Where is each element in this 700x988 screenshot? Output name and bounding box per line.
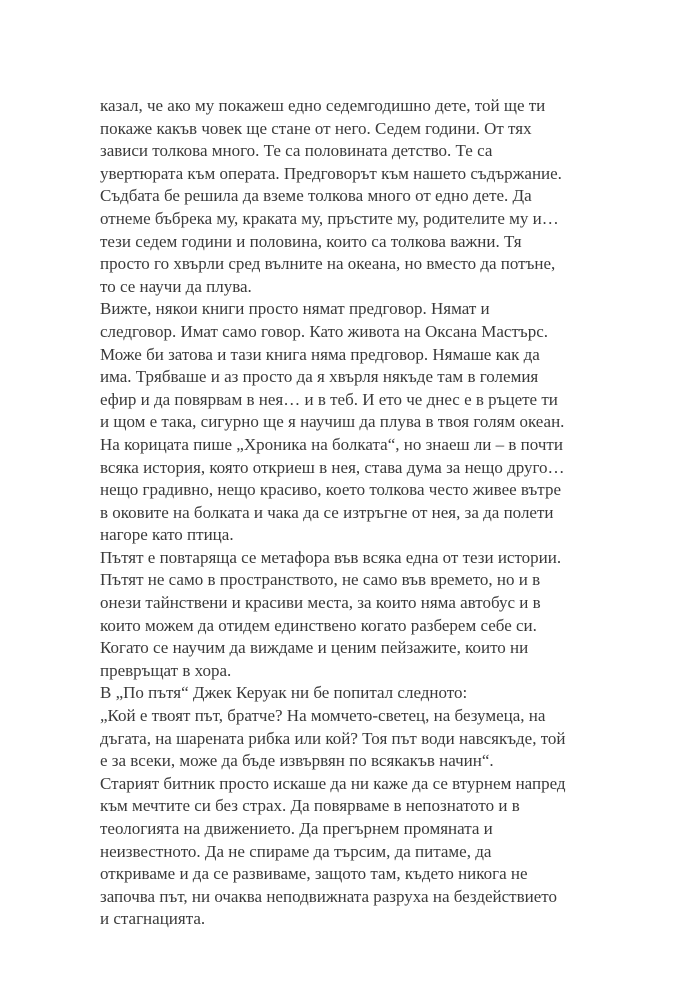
- text-line: ефир и да повярвам в нея… и в теб. И ето че днес е в ръцете ти: [100, 389, 558, 409]
- text-line: нагоре като птица.: [100, 525, 234, 545]
- text-line: казал, че ако му покажеш едно седемгодишно дете, той ще ти: [100, 96, 546, 115]
- text-line: В „По пътя“ Джек Керуак ни бе попитал следното:: [100, 683, 468, 703]
- text-line: към мечтите си без страх. Да повярваме в непознатото и в: [100, 796, 520, 816]
- text-line: Вижте, някои книги просто нямат предговор. Нямат и: [100, 299, 490, 319]
- text-line: и щом е така, сигурно ще я научиш да плува в твоя голям океан.: [100, 412, 565, 432]
- text-line: то се научи да плува.: [100, 276, 252, 296]
- text-line: следговор. Имат само говор. Като живота на Оксана Мастърс.: [100, 321, 548, 341]
- text-line: които можем да отидем единствено когато разберем себе си.: [100, 615, 537, 635]
- text-line: Когато се научим да виждаме и ценим пейзажите, които ни: [100, 638, 529, 658]
- text-line: онези тайнствени и красиви места, за които няма автобус и в: [100, 593, 541, 613]
- text-line: Старият битник просто искаше да ни каже да се втурнем напред: [100, 773, 566, 793]
- text-line: тези седем години и половина, които са толкова важни. Тя: [100, 231, 522, 251]
- body-text: [100, 95, 622, 931]
- text-line: превръщат в хора.: [100, 660, 232, 680]
- text-line: Пътят е повтаряща се метафора във всяка една от тези истории.: [100, 547, 562, 567]
- text-line: увертюрата към операта. Предговорът към нашето съдържание.: [100, 163, 562, 183]
- text-line: откриваме и да се развиваме, защото там, където никога не: [100, 864, 528, 884]
- text-line: започва път, ни очаква неподвижната разруха на бездействието: [100, 886, 557, 906]
- text-line: Пътят не само в пространството, не само във времето, но и в: [100, 570, 541, 590]
- text-line: и стагнацията.: [100, 909, 206, 929]
- text-line: покаже какъв човек ще стане от него. Седем години. От тях: [100, 118, 532, 138]
- text-line: теологията на движението. Да прегърнем промяната и: [100, 819, 493, 838]
- text-line: „Кой е твоят път, братче? На момчето-светец, на безумеца, на: [100, 706, 546, 726]
- text-line: има. Трябваше и аз просто да я хвърля някъде там в големия: [100, 367, 539, 387]
- text-line: неизвестното. Да не спираме да търсим, да питаме, да: [100, 841, 492, 861]
- text-line: дъгата, на шарената рибка или кой? Тоя път води навсякъде, той: [100, 728, 566, 748]
- text-line: На корицата пише „Хроника на болката“, но знаеш ли – в почти: [100, 434, 563, 454]
- text-line: зависи толкова много. Те са половината детство. Те са: [100, 141, 493, 161]
- text-line: просто го хвърли сред вълните на океана, но вместо да потъне,: [100, 254, 556, 274]
- text-line: отнеме бъбрека му, краката му, пръстите му, родителите му и…: [100, 208, 559, 228]
- text-line: е за всеки, може да бъде извървян по всякакъв начин“.: [100, 751, 494, 771]
- text-line: Съдбата бе решила да вземе толкова много от едно дете. Да: [100, 186, 532, 206]
- text-line: в оковите на болката и чака да се изтръгне от нея, за да полети: [100, 502, 554, 522]
- text-line: Може би затова и тази книга няма предговор. Нямаше как да: [100, 344, 540, 364]
- text-line: нещо градивно, нещо красиво, което толкова често живее вътре: [100, 480, 561, 500]
- text-line: всяка история, която откриеш в нея, става дума за нещо друго…: [100, 457, 565, 477]
